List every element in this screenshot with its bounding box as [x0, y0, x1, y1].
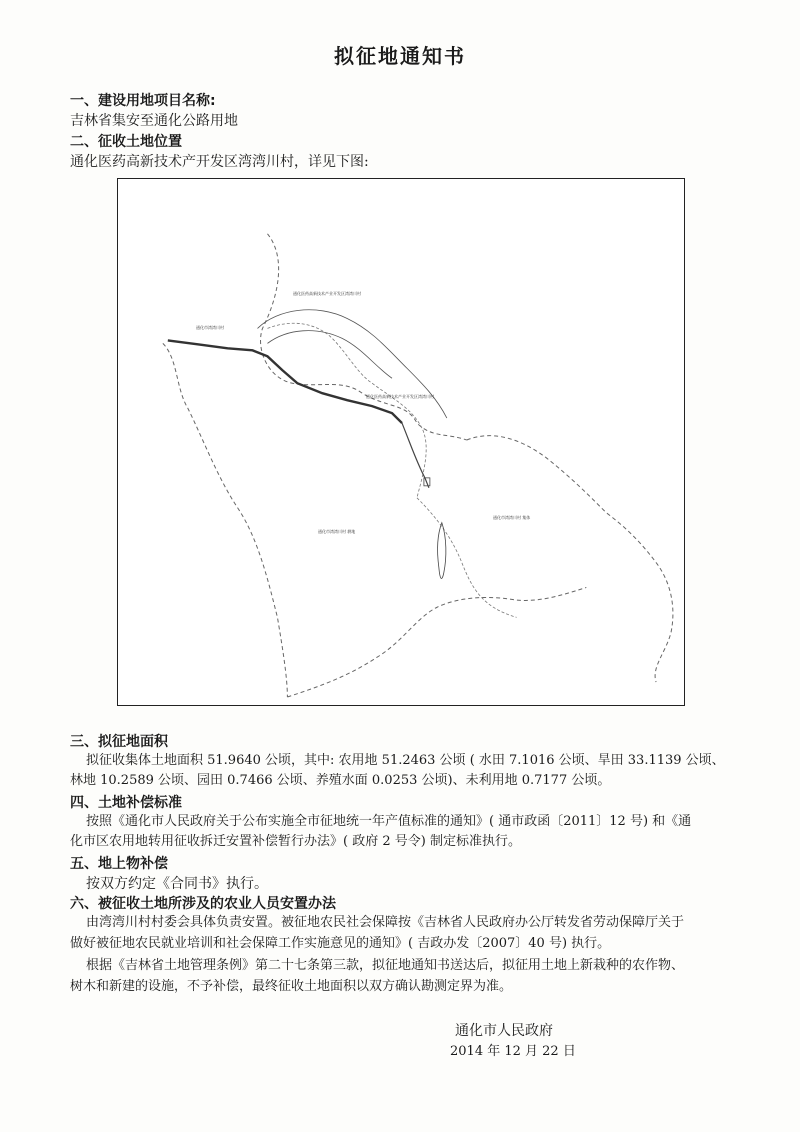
- section6-line2: 做好被征地农民就业培训和社会保障工作实施意见的通知》( 吉政办发〔2007〕40 号) 执行。: [70, 936, 611, 951]
- document-title: 拟征地通知书: [334, 44, 466, 68]
- map-label-b: 通化市湾湾川村: [196, 325, 224, 330]
- boundary-line-north: [261, 234, 467, 440]
- map-drawing: [118, 179, 684, 705]
- map-label-e: 通化市湾湾川村 集体: [493, 515, 531, 520]
- section1-body: 吉林省集安至通化公路用地: [70, 113, 238, 129]
- boundary-line-west: [163, 343, 288, 697]
- section6-line4: 树木和新建的设施，不予补偿，最终征收土地面积以双方确认勘测定界为准。: [70, 979, 513, 994]
- map-label-d: 通化市湾湾川村 耕地: [318, 529, 356, 534]
- issue-date: 2014 年 12 月 22 日: [450, 1044, 576, 1059]
- issuer-name: 通化市人民政府: [455, 1023, 553, 1039]
- section2-body: 通化医药高新技术产开发区湾湾川村，详见下图:: [70, 154, 369, 170]
- section4-heading: 四、土地补偿标准: [70, 795, 182, 811]
- river-contour-inner: [267, 331, 392, 379]
- section1-heading: 一、建设用地项目名称:: [70, 93, 216, 109]
- map-label-c: 通化医药高新技术产业开发区湾湾川村: [366, 394, 434, 399]
- section3-line2: 林地 10.2589 公顷、园田 0.7466 公顷、养殖水面 0.0253 公顷)、未利用地 0.7177 公顷。: [70, 773, 611, 788]
- section3-heading: 三、拟征地面积: [70, 734, 168, 750]
- land-location-map: [117, 178, 685, 706]
- section4-line2: 化市区农用地转用征收拆迁安置补偿暂行办法》( 政府 2 号令) 制定标准执行。: [70, 834, 521, 849]
- section6-heading: 六、被征收土地所涉及的农业人员安置办法: [70, 896, 336, 912]
- section5-heading: 五、地上物补偿: [70, 856, 168, 872]
- boundary-line-east: [467, 436, 673, 682]
- section4-line1: 按照《通化市人民政府关于公布实施全市征地统一年产值标准的通知》( 通市政函〔2011〕12 号) 和《通: [86, 814, 692, 829]
- section5-body: 按双方约定《合同书》执行。: [86, 876, 268, 892]
- boundary-line-south: [287, 587, 586, 697]
- boundary-line-river: [267, 323, 426, 498]
- road-alignment: [168, 340, 402, 423]
- section6-line1: 由湾湾川村村委会具体负责安置。被征地农民社会保障按《吉林省人民政府办公厅转发省劳动保障厅关于: [86, 915, 685, 930]
- map-label-a: 通化医药高新技术产业开发区湾湾川村: [293, 291, 361, 296]
- section2-heading: 二、征收土地位置: [70, 134, 182, 150]
- section3-line1: 拟征收集体土地面积 51.9640 公顷，其中: 农用地 51.2463 公顷 ( 水田 7.1016 公顷、旱田 33.1139 公顷、: [86, 753, 725, 768]
- section6-line3: 根据《吉林省土地管理条例》第二十七条第三款，拟征地通知书送达后，拟征用土地上新栽种的农作物、: [86, 958, 685, 973]
- parcel-strip: [438, 523, 446, 579]
